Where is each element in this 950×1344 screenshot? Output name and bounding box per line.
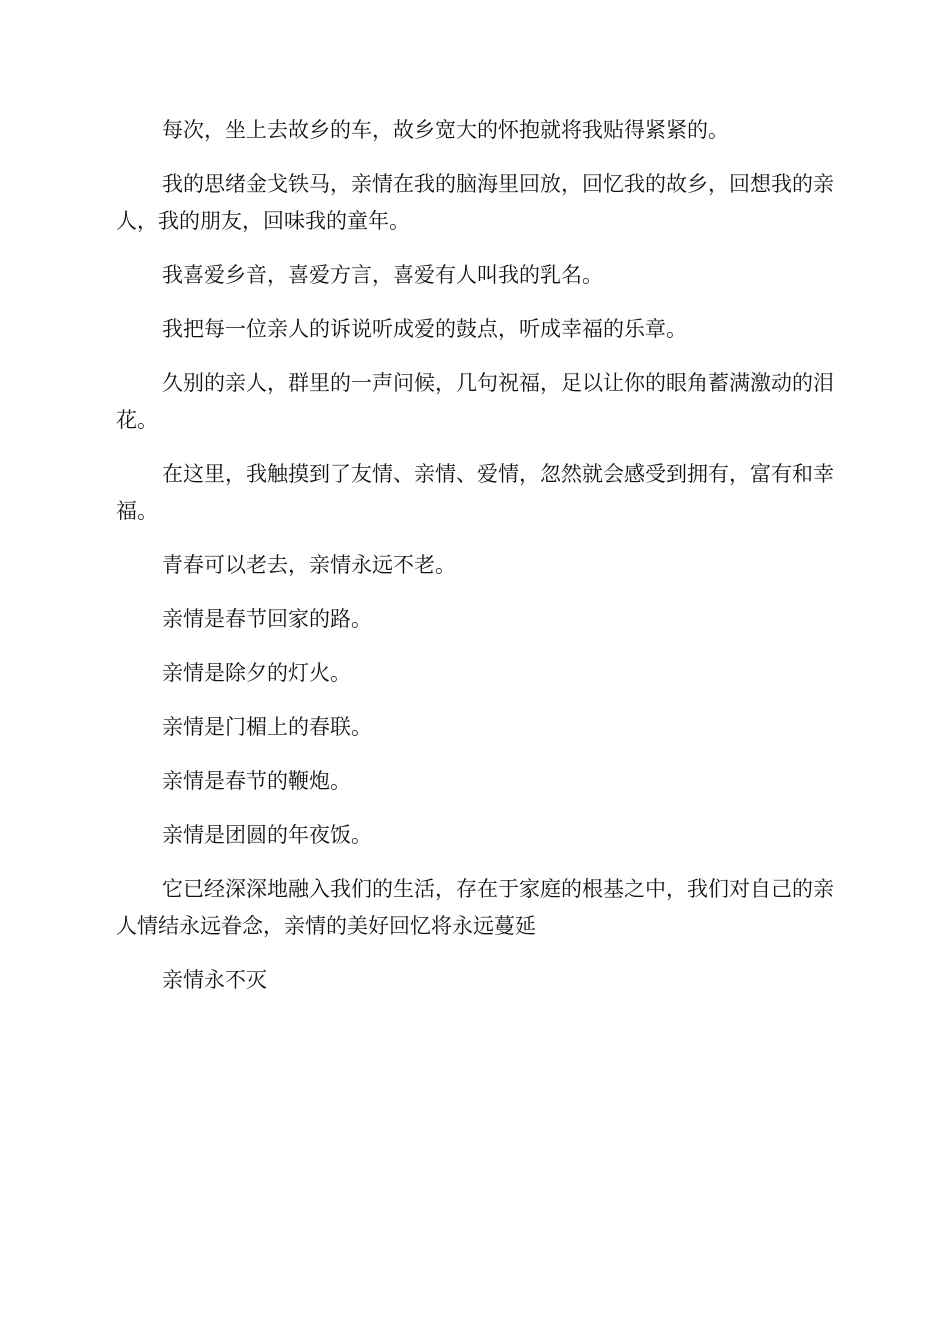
paragraph-11: 亲情是春节的鞭炮。 (162, 769, 351, 793)
paragraph-3: 我喜爱乡音，喜爱方言，喜爱有人叫我的乳名。 (162, 263, 603, 287)
paragraph-12: 亲情是团圆的年夜饭。 (162, 823, 372, 847)
document-body (116, 112, 834, 1016)
paragraph-6: 在这里，我触摸到了友情、亲情、爱情，忽然就会感受到拥有，富有和幸福。 (116, 462, 834, 523)
paragraph-1: 每次，坐上去故乡的车，故乡宽大的怀抱就将我贴得紧紧的。 (162, 118, 729, 142)
paragraph-2: 我的思绪金戈铁马，亲情在我的脑海里回放，回忆我的故乡，回想我的亲人，我的朋友，回味我的童年。 (116, 172, 834, 233)
paragraph-4: 我把每一位亲人的诉说听成爱的鼓点，听成幸福的乐章。 (162, 317, 687, 341)
paragraph-7: 青春可以老去，亲情永远不老。 (162, 553, 456, 577)
paragraph-13: 它已经深深地融入我们的生活，存在于家庭的根基之中，我们对自己的亲人情结永远眷念，亲情的美好回忆将永远蔓延 (116, 877, 834, 938)
paragraph-8: 亲情是春节回家的路。 (162, 607, 372, 631)
paragraph-10: 亲情是门楣上的春联。 (162, 715, 372, 739)
paragraph-5: 久别的亲人，群里的一声问候，几句祝福，足以让你的眼角蓄满激动的泪花。 (116, 371, 834, 432)
paragraph-14: 亲情永不灭 (162, 968, 267, 992)
paragraph-9: 亲情是除夕的灯火。 (162, 661, 351, 685)
